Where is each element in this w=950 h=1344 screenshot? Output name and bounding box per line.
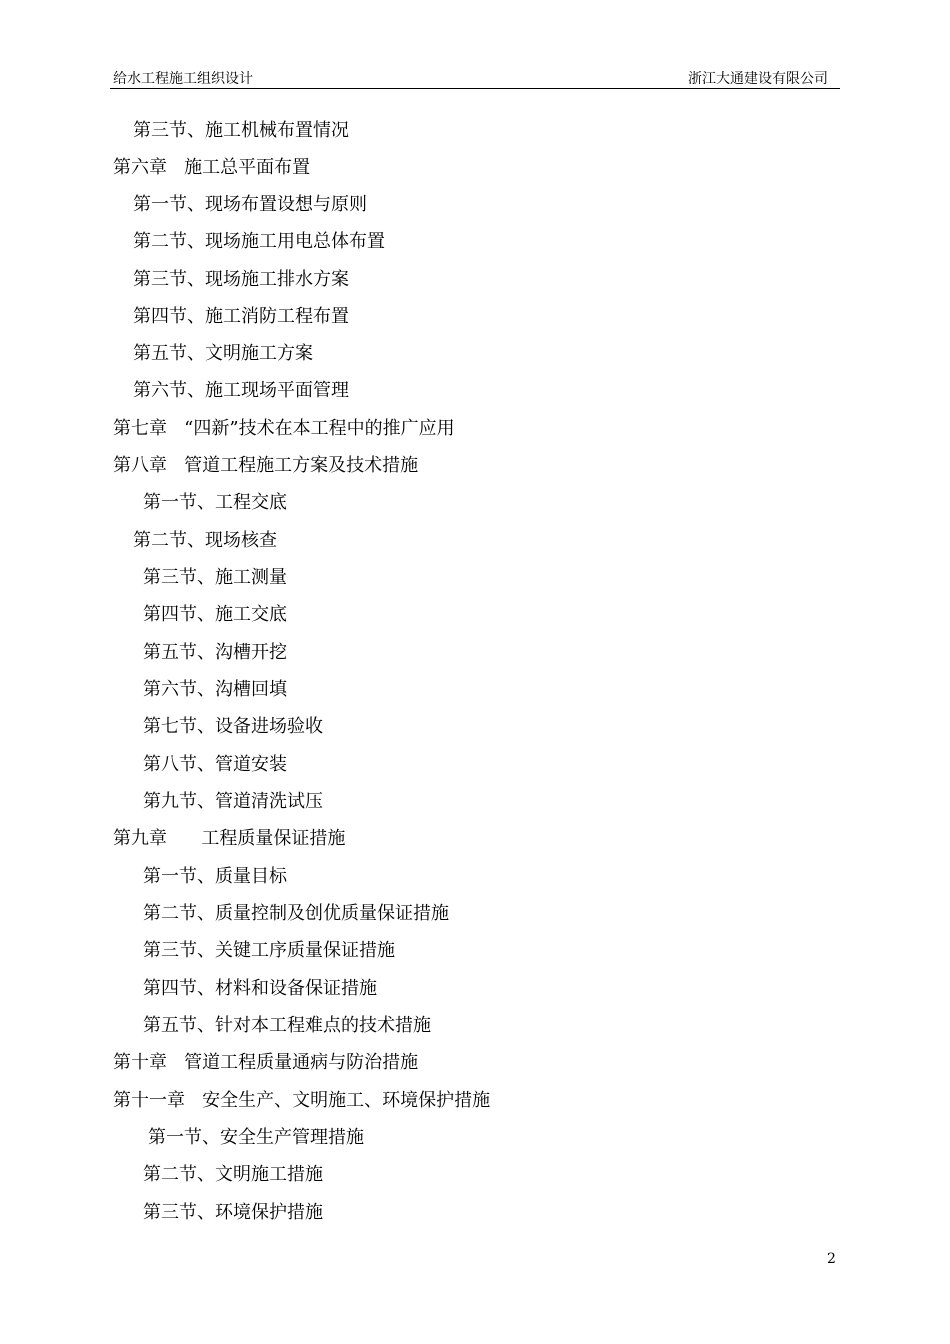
toc-chapter: 第十章 管道工程质量通病与防治措施 xyxy=(113,1052,419,1073)
toc-chapter: 第六章 施工总平面布置 xyxy=(113,157,311,178)
toc-entry: 第三节、关键工序质量保证措施 xyxy=(143,940,395,961)
toc-entry: 第七节、设备进场验收 xyxy=(143,716,323,737)
toc-entry: 第三节、施工测量 xyxy=(143,567,287,588)
toc-entry: 第二节、质量控制及创优质量保证措施 xyxy=(143,903,449,924)
toc-entry: 第四节、施工消防工程布置 xyxy=(133,306,349,327)
toc-entry: 第六节、沟槽回填 xyxy=(143,679,287,700)
toc-entry: 第四节、施工交底 xyxy=(143,604,287,625)
toc-entry: 第二节、文明施工措施 xyxy=(143,1164,323,1185)
toc-entry: 第一节、质量目标 xyxy=(143,866,287,887)
toc-entry: 第三节、施工机械布置情况 xyxy=(133,120,349,141)
toc-entry: 第五节、针对本工程难点的技术措施 xyxy=(143,1015,431,1036)
document-title: 给水工程施工组织设计 xyxy=(113,71,253,87)
toc-entry: 第二节、现场核查 xyxy=(133,530,277,551)
toc-entry: 第二节、现场施工用电总体布置 xyxy=(133,231,385,252)
toc-entry: 第三节、现场施工排水方案 xyxy=(133,269,349,290)
toc-entry: 第四节、材料和设备保证措施 xyxy=(143,978,377,999)
toc-chapter: 第九章 工程质量保证措施 xyxy=(113,828,346,849)
toc-entry: 第三节、环境保护措施 xyxy=(143,1202,323,1223)
page-number: 2 xyxy=(827,1251,836,1267)
toc-entry: 第五节、沟槽开挖 xyxy=(143,642,287,663)
toc-entry: 第一节、工程交底 xyxy=(143,492,287,513)
toc-entry: 第一节、安全生产管理措施 xyxy=(148,1127,364,1148)
toc-chapter: 第十一章 安全生产、文明施工、环境保护措施 xyxy=(113,1090,491,1111)
toc-entry: 第六节、施工现场平面管理 xyxy=(133,380,349,401)
toc-chapter: 第七章 “四新”技术在本工程中的推广应用 xyxy=(113,418,455,439)
toc-entry: 第五节、文明施工方案 xyxy=(133,343,313,364)
toc-entry: 第八节、管道安装 xyxy=(143,754,287,775)
toc-entry: 第一节、现场布置设想与原则 xyxy=(133,194,367,215)
company-name: 浙江大通建设有限公司 xyxy=(688,71,828,87)
toc-entry: 第九节、管道清洗试压 xyxy=(143,791,323,812)
toc-chapter: 第八章 管道工程施工方案及技术措施 xyxy=(113,455,419,476)
